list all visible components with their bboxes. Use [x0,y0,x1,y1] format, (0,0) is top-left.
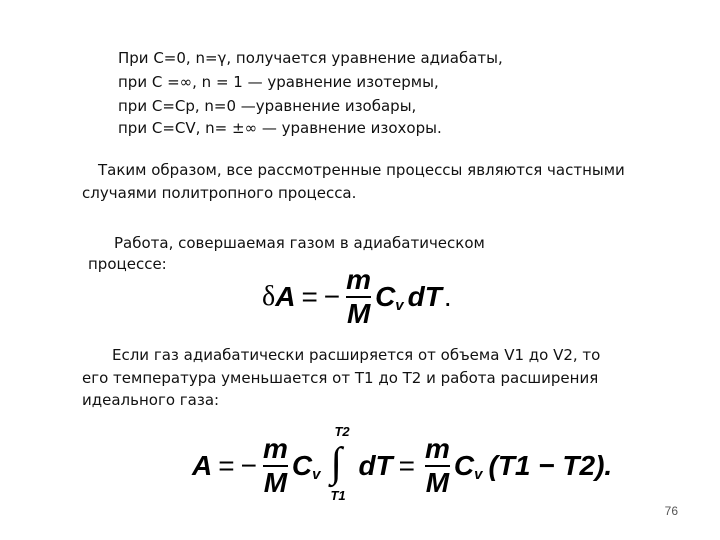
formula1-numerator: m [346,264,372,295]
page-number: 76 [664,504,678,518]
formula-adiabatic-work-integral [192,426,612,506]
line-adiabat: При C=0, n=γ, получается уравнение адиабаты, [118,49,503,67]
formula2-denominator: M [263,467,288,498]
formula2-denominator-2: M [425,467,450,498]
paragraph-conclusion-2: случаями политропного процесса. [82,184,357,202]
formula1-delta: δ [262,281,276,312]
formula1-A: A [275,281,296,312]
formula1-dot: . [443,281,452,312]
paragraph-expansion-3: идеального газа: [82,391,220,409]
formula2-minus: − [240,450,257,481]
formula2-A: A [192,450,213,481]
paragraph-expansion-1: Если газ адиабатически расширяется от объема V1 до V2, то [112,346,601,364]
paragraph-work-1: Работа, совершаемая газом в адиабатическом [114,234,485,252]
integral-sign-icon: ∫ [330,440,342,486]
formula2-upper-limit: T2 [334,424,350,439]
formula2-eq: = [218,450,235,481]
formula1-C: C [375,281,396,312]
formula2-sub-v-2: v [474,465,483,483]
formula2-numerator-2: m [425,433,450,464]
formula-adiabatic-work-differential [262,262,452,332]
formula2-numerator: m [262,433,288,464]
formula1-minus: − [323,281,341,312]
formula2-paren: (T1 − T2). [488,450,613,481]
paragraph-work-2: процессе: [88,255,167,273]
formula2-integral [328,426,354,506]
paragraph-conclusion-1: Таким образом, все рассмотренные процессы являются частными [98,161,625,179]
line-isotherm: при C =∞, n = 1 — уравнение изотермы, [118,73,439,91]
formula2-C2: C [453,450,475,481]
formula2-sub-v: v [312,465,321,483]
paragraph-expansion-2: его температура уменьшается от T1 до T2 и работа расширения [82,369,599,387]
formula1-denominator: M [346,298,371,329]
formula1-fraction [346,264,371,330]
formula1-eq: = [301,281,318,312]
formula2-eq2: = [398,450,416,481]
formula2-lower-limit: T1 [330,488,346,503]
formula2-dT: dT [358,450,393,481]
formula1-sub-v: v [395,296,404,314]
line-isochore: при C=CV, n= ±∞ — уравнение изохоры. [118,119,442,137]
formula2-fraction [263,433,288,499]
formula2-C: C [291,450,313,481]
line-isobar: при C=Cp, n=0 —уравнение изобары, [118,97,417,115]
formula2-fraction-2 [425,433,450,499]
formula1-dT: dT [407,281,442,312]
